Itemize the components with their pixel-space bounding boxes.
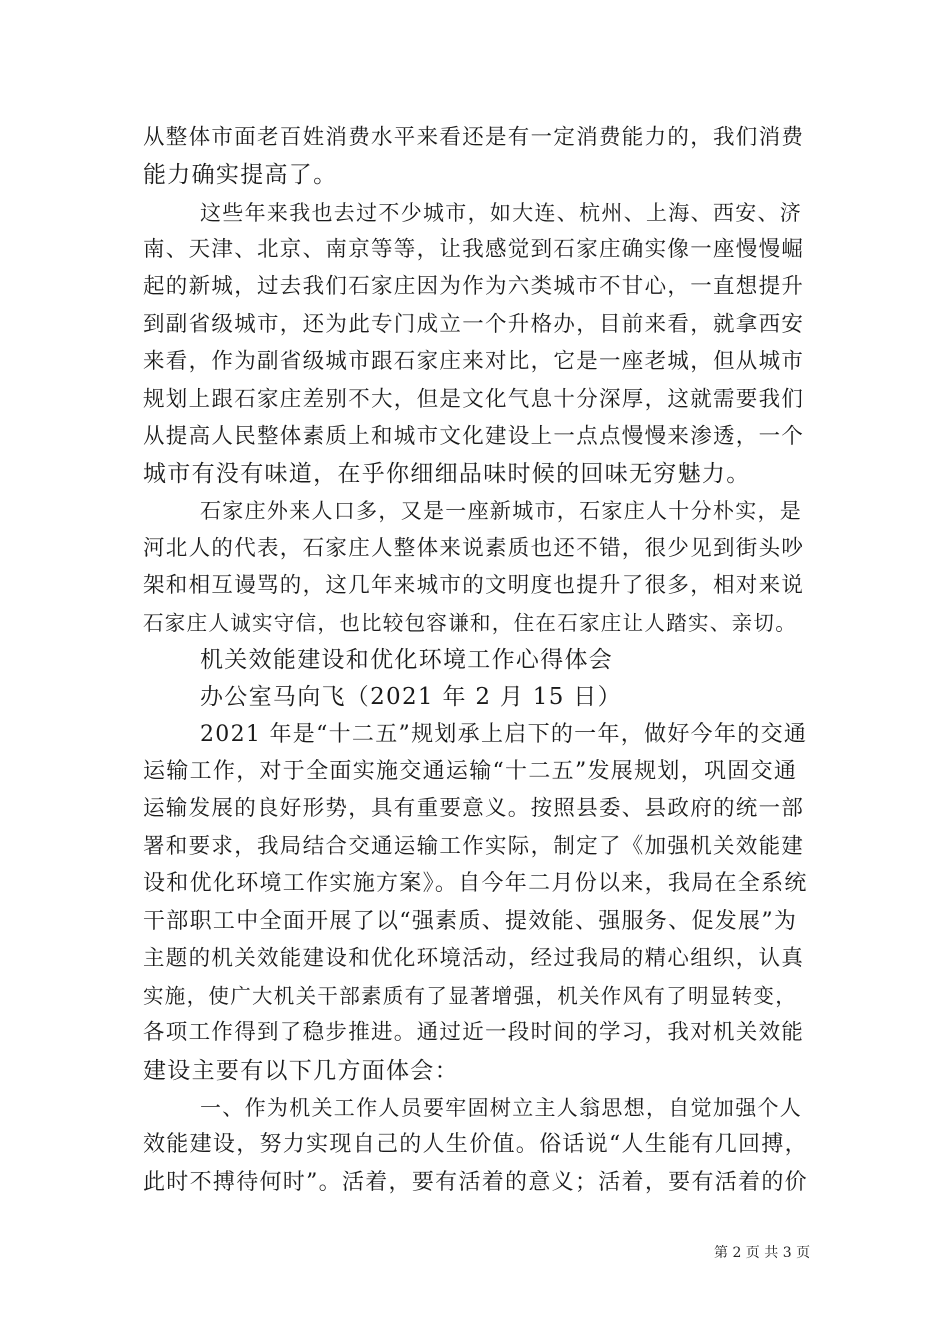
text-line: 设和优化环境工作实施方案》。自今年二月份以来，我局在全系统 [143, 871, 808, 896]
text-line: 石家庄人诚实守信，也比较包容谦和，住在石家庄让人踏实、亲切。 [143, 611, 797, 635]
text-line: 运输工作，对于全面实施交通运输“十二五”发展规划，巩固交通 [143, 759, 798, 784]
section-title: 机关效能建设和优化环境工作心得体会 [200, 647, 614, 673]
text-line: 实施，使广大机关干部素质有了显著增强，机关作风有了明显转变， [143, 984, 797, 1008]
paragraph-start: 一、作为机关工作人员要牢固树立主人翁思想，自觉加强个人 [200, 1096, 803, 1120]
text-line: 主题的机关效能建设和优化环境活动，经过我局的精心组织，认真 [143, 946, 805, 971]
text-line: 从整体市面老百姓消费水平来看还是有一定消费能力的，我们消费 [143, 125, 805, 150]
text-line: 干部职工中全面开展了以“强素质、提效能、强服务、促发展”为 [143, 909, 798, 934]
page-number: 第 2 页 共 3 页 [714, 1245, 811, 1261]
text-line: 能力确实提高了。 [143, 162, 338, 188]
text-line: 效能建设，努力实现自己的人生价值。俗话说“人生能有几回搏， [143, 1132, 808, 1157]
author-date: 办公室马向飞（2021 年 2 月 15 日） [200, 684, 622, 710]
text-line: 来看，作为副省级城市跟石家庄来对比，它是一座老城，但从城市 [143, 349, 805, 374]
text-line: 到副省级城市，还为此专门成立一个升格办，目前来看，就拿西安 [143, 312, 805, 337]
text-line: 河北人的代表，石家庄人整体来说素质也还不错，很少见到街头吵 [143, 536, 805, 561]
paragraph-start: 2021 年是“十二五”规划承上启下的一年，做好今年的交通 [200, 722, 808, 747]
text-line: 从提高人民整体素质上和城市文化建设上一点点慢慢来渗透，一个 [143, 424, 805, 449]
text-line: 署和要求，我局结合交通运输工作实际，制定了《加强机关效能建 [143, 834, 805, 859]
paragraph-start: 这些年来我也去过不少城市，如大连、杭州、上海、西安、济 [200, 201, 803, 225]
text-line: 规划上跟石家庄差别不大，但是文化气息十分深厚，这就需要我们 [143, 387, 805, 412]
text-line: 城市有没有味道，在乎你细细品味时候的回味无穷魅力。 [143, 461, 751, 487]
text-line: 建设主要有以下几方面体会： [143, 1058, 459, 1084]
text-line: 各项工作得到了稳步推进。通过近一段时间的学习，我对机关效能 [143, 1020, 805, 1045]
text-line: 架和相互谩骂的，这几年来城市的文明度也提升了很多，相对来说 [143, 573, 805, 598]
paragraph-start: 石家庄外来人口多，又是一座新城市，石家庄人十分朴实，是 [200, 499, 803, 523]
text-line: 运输发展的良好形势，具有重要意义。按照县委、县政府的统一部 [143, 796, 805, 821]
text-line: 南、天津、北京、南京等等，让我感觉到石家庄确实像一座慢慢崛 [143, 237, 805, 262]
text-line: 此时不搏待何时”。活着，要有活着的意义；活着，要有活着的价 [143, 1170, 808, 1195]
text-line: 起的新城，过去我们石家庄因为作为六类城市不甘心，一直想提升 [143, 274, 805, 299]
